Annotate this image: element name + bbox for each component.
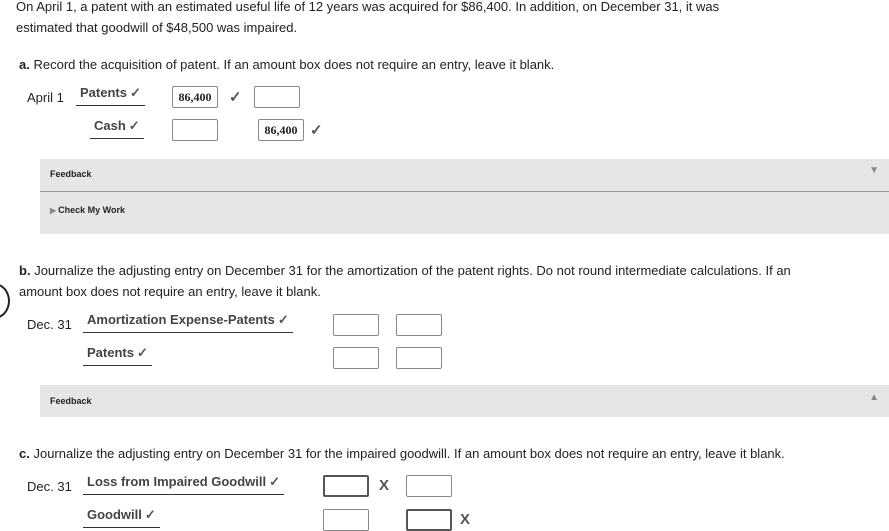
part-b-instruction: Journalize the adjusting entry on December 31 for the amortization of the patent rights. Do not round intermediate calculations. If an <box>34 263 791 278</box>
part-c-label: c. <box>19 446 30 461</box>
expand-icon[interactable]: ▲ <box>869 392 879 403</box>
disclosure-icon: ▶ <box>50 206 57 215</box>
account-label: Amortization Expense-Patents <box>87 312 275 327</box>
account-label: Goodwill <box>87 507 142 522</box>
account-label: Patents <box>87 345 134 360</box>
check-icon: ✓ <box>277 312 289 327</box>
account-select-patents[interactable] <box>76 85 145 106</box>
check-icon: ✓ <box>136 345 148 360</box>
part-c-date: Dec. 31 <box>27 479 72 494</box>
part-b-instruction-row <box>19 260 791 281</box>
credit-input-cash[interactable]: 86,400 <box>258 119 304 141</box>
check-icon: ✓ <box>128 118 140 133</box>
check-icon: ✓ <box>229 89 242 106</box>
part-b-label: b. <box>19 263 31 278</box>
credit-input-goodwill[interactable] <box>406 509 452 531</box>
debit-input-goodwill[interactable] <box>323 509 369 531</box>
debit-input-loss[interactable] <box>323 475 369 497</box>
check-my-work-toggle[interactable] <box>50 205 125 215</box>
credit-input-patents-b[interactable] <box>396 347 442 369</box>
part-c-instruction-row <box>19 443 785 464</box>
problem-intro-line2: estimated that goodwill of $48,500 was impaired. <box>16 20 298 35</box>
part-a-date: April 1 <box>27 90 64 105</box>
check-icon: ✓ <box>144 507 156 522</box>
account-select-patents-b[interactable] <box>83 345 152 366</box>
account-select-cash[interactable] <box>90 118 144 139</box>
feedback-panel-b <box>40 385 889 417</box>
account-select-goodwill[interactable] <box>83 507 160 528</box>
feedback-divider <box>40 191 889 192</box>
debit-input-amortization[interactable] <box>333 314 379 336</box>
part-a-instruction: Record the acquisition of patent. If an amount box does not require an entry, leave it blank. <box>33 57 555 72</box>
credit-input-loss[interactable] <box>406 475 452 497</box>
part-b-instruction-line2: amount box does not require an entry, leave it blank. <box>19 284 321 299</box>
account-select-amortization-expense[interactable] <box>83 312 293 333</box>
account-select-loss-impaired-goodwill[interactable] <box>83 474 284 495</box>
part-a-label: a. <box>19 57 30 72</box>
part-c-instruction: Journalize the adjusting entry on December 31 for the impaired goodwill. If an amount box does not require an entry, leave it blank. <box>33 446 785 461</box>
check-icon: ✓ <box>310 122 323 139</box>
check-icon: ✓ <box>269 474 281 489</box>
problem-intro-line1: On April 1, a patent with an estimated useful life of 12 years was acquired for $86,400. In addition, on December 31, it was <box>16 0 720 14</box>
cross-icon: X <box>460 511 471 528</box>
debit-input-cash[interactable] <box>172 119 218 141</box>
collapse-icon[interactable]: ▼ <box>869 165 879 176</box>
feedback-label: Feedback <box>50 396 92 406</box>
step-indicator-circle <box>0 283 10 319</box>
account-label: Patents <box>80 85 127 100</box>
account-label: Loss from Impaired Goodwill <box>87 474 267 489</box>
check-icon: ✓ <box>129 85 141 100</box>
part-b-date: Dec. 31 <box>27 317 72 332</box>
feedback-label: Feedback <box>50 169 92 179</box>
credit-input-patents[interactable] <box>254 86 300 108</box>
check-my-work-label: Check My Work <box>58 205 126 215</box>
account-label: Cash <box>94 118 126 133</box>
part-a-instruction-row <box>19 54 554 75</box>
feedback-panel-a <box>40 159 889 234</box>
debit-input-patents-b[interactable] <box>333 347 379 369</box>
debit-input-patents[interactable]: 86,400 <box>172 86 218 108</box>
cross-icon: X <box>379 477 390 494</box>
credit-input-amortization[interactable] <box>396 314 442 336</box>
